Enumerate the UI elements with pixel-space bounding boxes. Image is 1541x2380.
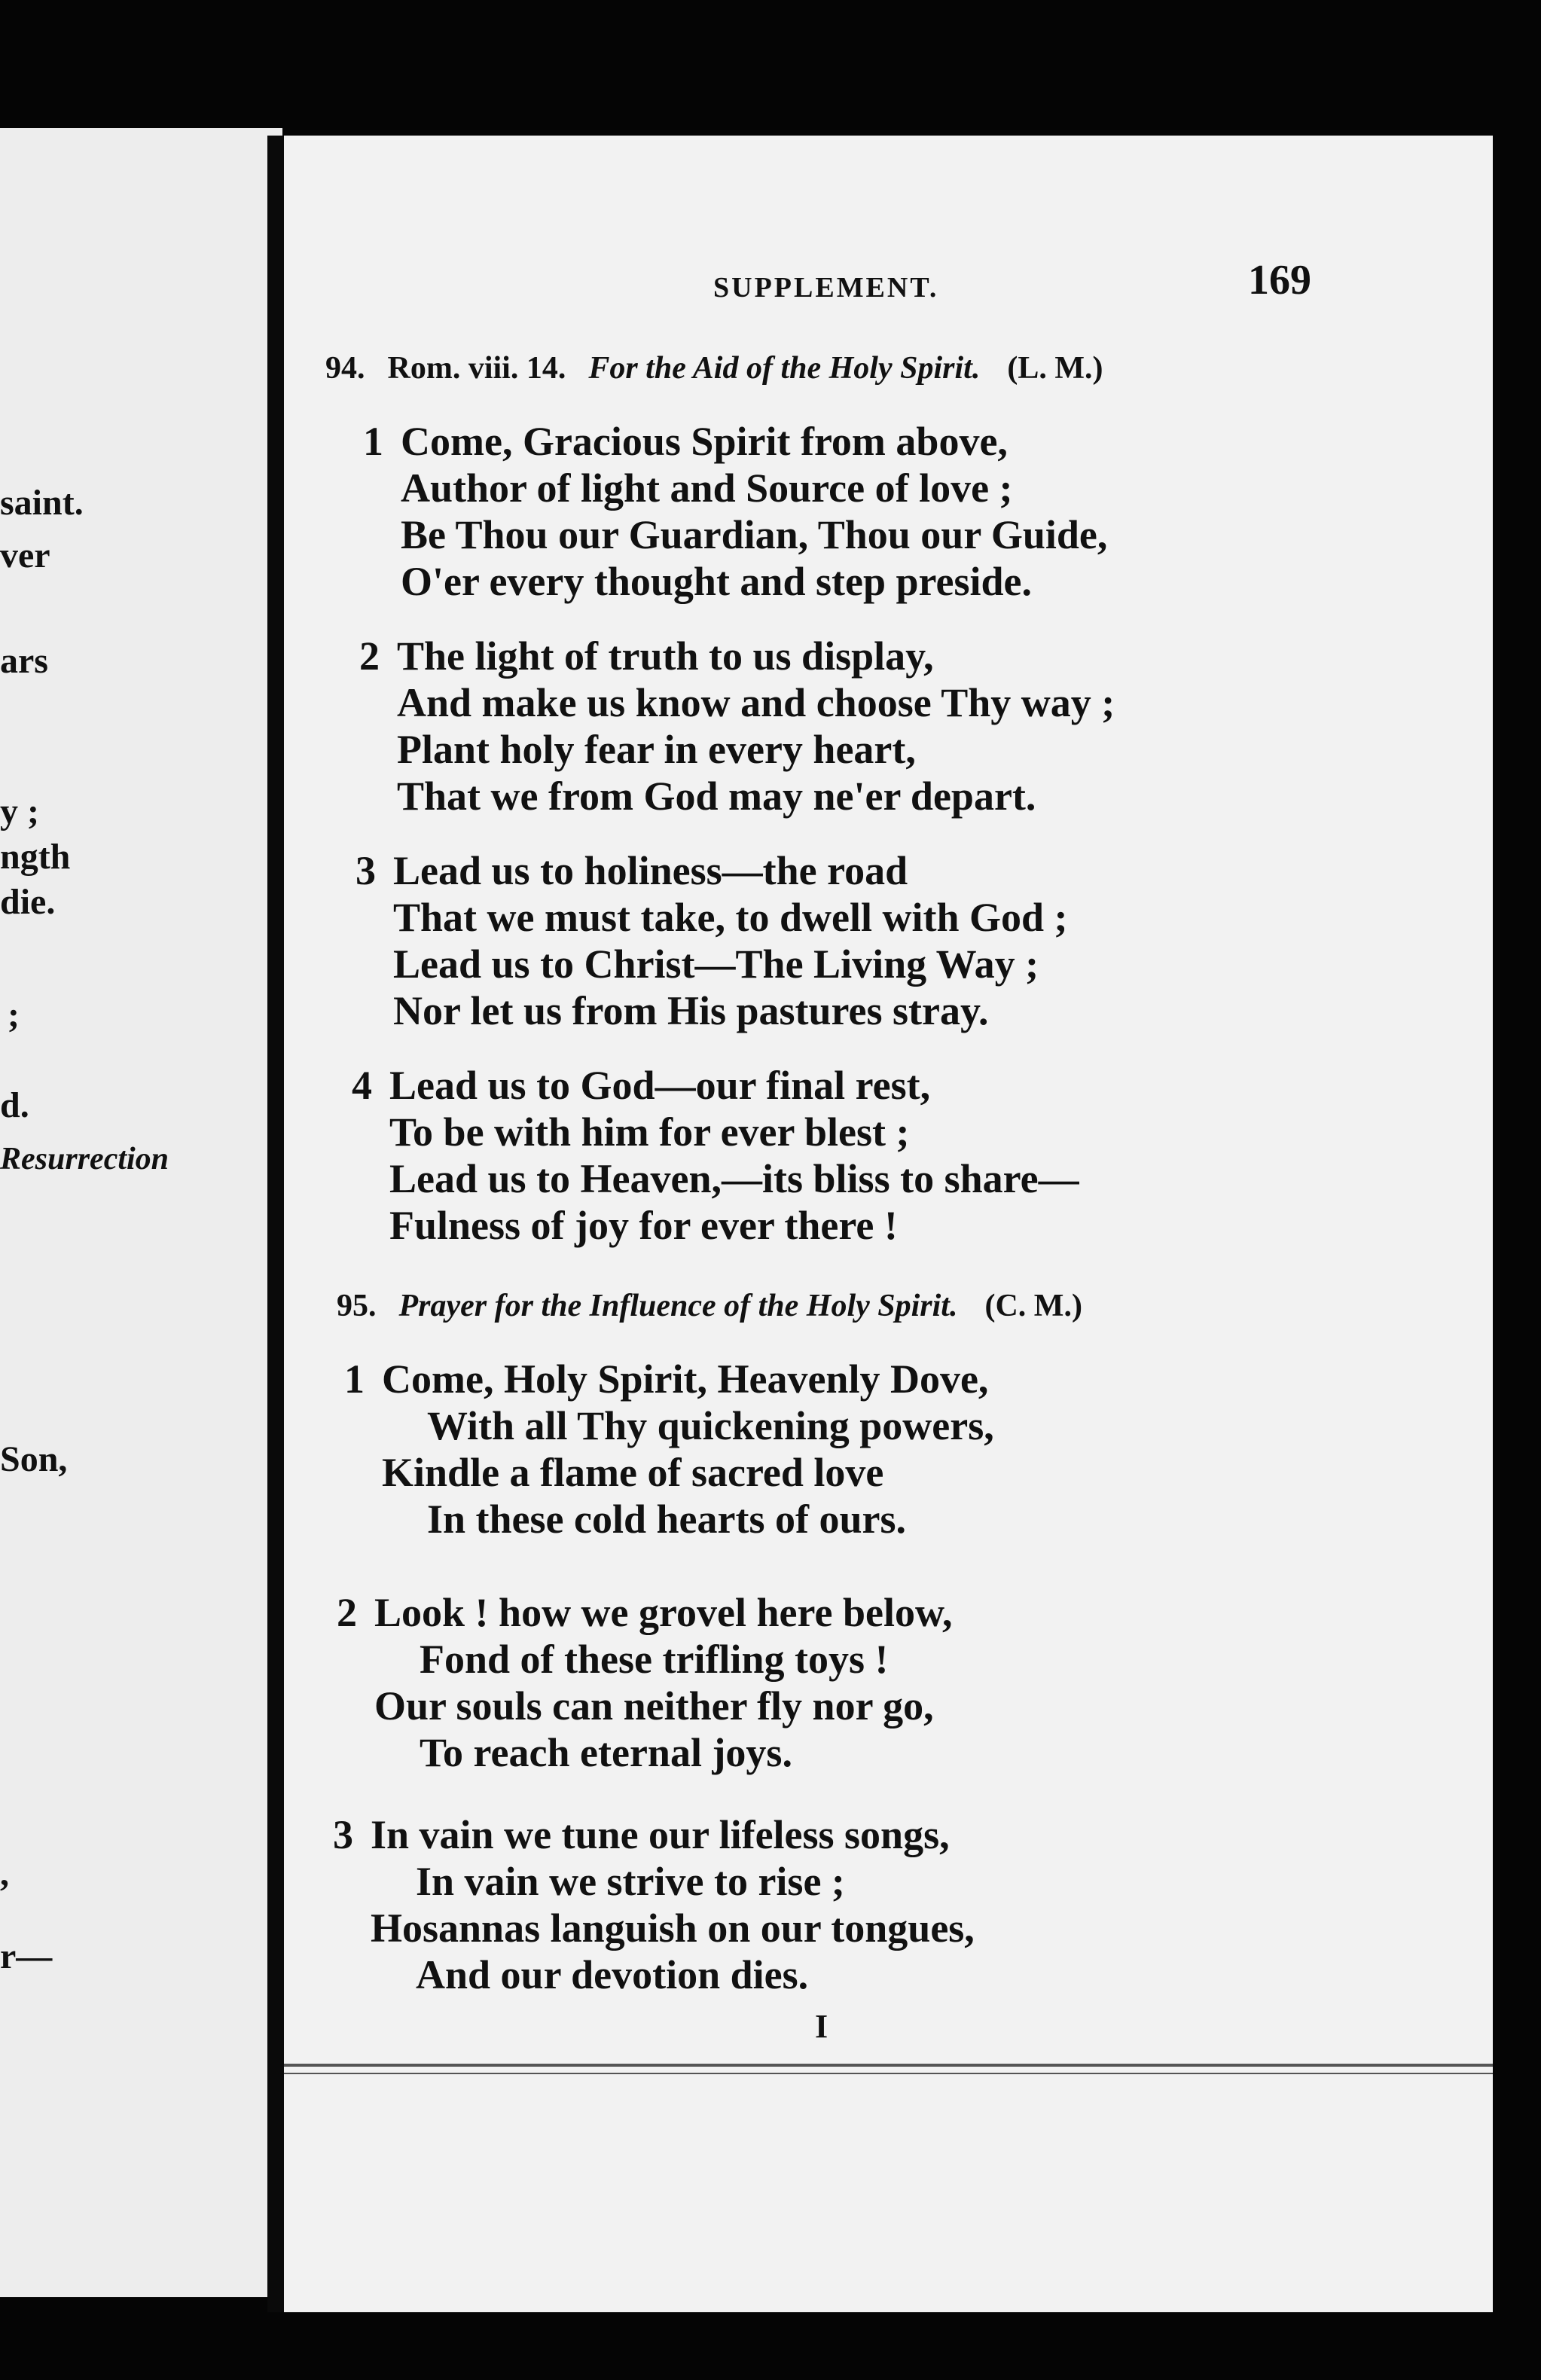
hymn-title: For the Aid of the Holy Spirit. — [588, 351, 981, 386]
left-fragment: , — [0, 1854, 9, 1893]
verse-number: 4 — [352, 1063, 372, 1108]
hymn-94-stanza-1 — [363, 418, 1107, 605]
scripture-reference: Rom. viii. 14. — [387, 351, 566, 386]
verse-line: Fond of these trifling toys ! — [420, 1637, 889, 1682]
verse-line: Fulness of joy for ever there ! — [389, 1203, 898, 1248]
verse-line: Lead us to Christ—The Living Way ; — [393, 941, 1039, 987]
verse-number: 2 — [359, 633, 380, 679]
verse-line: Lead us to Heaven,—its bliss to share— — [389, 1156, 1079, 1201]
left-fragment: Resurrection — [0, 1142, 169, 1176]
verse-number: 1 — [363, 419, 383, 464]
verse-line: O'er every thought and step preside. — [401, 559, 1033, 604]
verse-line: Plant holy fear in every heart, — [397, 727, 916, 772]
verse-line: That we from God may ne'er depart. — [397, 774, 1036, 819]
page-number: 169 — [1248, 257, 1311, 304]
book-page — [267, 136, 1493, 2312]
verse-line: Come, Holy Spirit, Heavenly Dove, — [382, 1356, 989, 1402]
left-facing-page — [0, 128, 282, 2297]
hymn-95-stanza-2 — [337, 1589, 952, 1776]
verse-line: Lead us to holiness—the road — [393, 848, 908, 893]
left-fragment: die. — [0, 882, 56, 922]
verse-line: Be Thou our Guardian, Thou our Guide, — [401, 512, 1108, 557]
verse-line: Look ! how we grovel here below, — [374, 1590, 953, 1635]
verse-number: 3 — [333, 1812, 353, 1857]
left-fragment: Son, — [0, 1439, 68, 1479]
verse-line: Kindle a flame of sacred love — [382, 1450, 884, 1495]
hymn-94-stanza-2 — [359, 633, 1115, 819]
hymn-94-heading — [325, 350, 1103, 386]
verse-line: And make us know and choose Thy way ; — [397, 680, 1115, 725]
verse-line: Hosannas languish on our tongues, — [371, 1906, 975, 1951]
verse-line: To be with him for ever blest ; — [389, 1109, 910, 1155]
hymn-94-stanza-3 — [355, 847, 1068, 1034]
verse-line: With all Thy quickening powers, — [427, 1403, 994, 1448]
verse-line: Nor let us from His pastures stray. — [393, 988, 989, 1033]
verse-line: Lead us to God—our final rest, — [389, 1063, 931, 1108]
hymn-title: Prayer for the Influence of the Holy Spirit. — [398, 1289, 958, 1323]
verse-number: 2 — [337, 1590, 357, 1635]
verse-number: 3 — [355, 848, 376, 893]
left-fragment: d. — [0, 1085, 29, 1125]
left-fragment: ver — [0, 536, 50, 575]
page-edge-rule — [284, 2064, 1493, 2067]
verse-line: In these cold hearts of ours. — [427, 1497, 906, 1542]
page-edge-rule — [284, 2073, 1493, 2074]
hymn-number: 94. — [325, 351, 365, 386]
left-fragment: r— — [0, 1936, 53, 1976]
left-fragment: saint. — [0, 483, 84, 523]
verse-line: Author of light and Source of love ; — [401, 465, 1013, 511]
verse-line: To reach eternal joys. — [420, 1730, 792, 1775]
hymn-95-stanza-1 — [344, 1356, 994, 1542]
hymn-95-stanza-3 — [333, 1811, 975, 1998]
hymn-meter: (C. M.) — [984, 1289, 1082, 1323]
verse-line: In vain we tune our lifeless songs, — [371, 1812, 950, 1857]
verse-line: And our devotion dies. — [416, 1952, 809, 1997]
left-fragment: ngth — [0, 837, 71, 877]
verse-line: That we must take, to dwell with God ; — [393, 895, 1068, 940]
verse-line: Come, Gracious Spirit from above, — [401, 419, 1008, 464]
verse-line: The light of truth to us display, — [397, 633, 934, 679]
verse-line: In vain we strive to rise ; — [416, 1859, 845, 1904]
hymn-94-stanza-4 — [352, 1062, 1079, 1249]
hymn-95-heading — [337, 1288, 1082, 1324]
running-head: SUPPLEMENT. — [713, 272, 939, 304]
verse-line: Our souls can neither fly nor go, — [374, 1683, 934, 1729]
hymn-number: 95. — [337, 1289, 377, 1323]
verse-number: 1 — [344, 1356, 365, 1402]
left-fragment: y ; — [0, 792, 39, 831]
left-fragment: ; — [8, 995, 20, 1035]
hymn-meter: (L. M.) — [1007, 351, 1103, 386]
signature-mark: I — [815, 2008, 828, 2045]
left-fragment: ars — [0, 641, 48, 681]
